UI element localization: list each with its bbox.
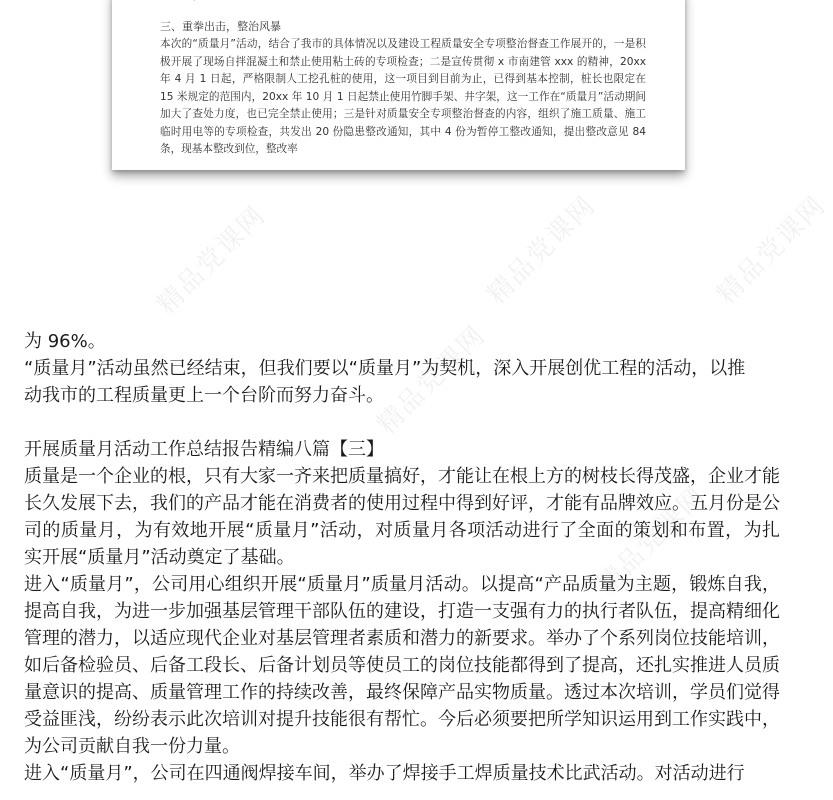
body-line: “质量月”活动虽然已经结束，但我们要以“质量月”为契机，深入开展创优工程的活动，以推 — [24, 358, 746, 379]
body-line: 动我市的工程质量更上一个台阶而努力奋斗。 — [24, 385, 384, 406]
watermark: 精品党课网 — [591, 480, 712, 601]
watermark: 精品党课网 — [481, 190, 602, 311]
body-paragraph: 进入“质量月”，公司用心组织开展“质量月”质量月活动。以提高“产品质量为主题，锻炼自我，提高自我，为进一步加强基层管理干部队伍的建设，打造一支强有力的执行者队伍，提高精细化管理的潜力，以适应现代企业对基层管理者素质和潜力的新要求。举办了个系列岗位技能培训，如后备检验员、后备工段长、后备计划员等使员工的岗位技能都得到了提高，还扎实推进人员质量意识的提高、质量管理工作的持续改善，最终保障产品实物质量。透过本次培训，学员们觉得受益匪浅，纷纷表示此次培训对提升技能很有帮忙。今后必须要把所学知识运用到工作实践中，为公司贡献自我一份力量。 — [24, 574, 780, 757]
document-preview-content — [160, 0, 646, 159]
document-body — [24, 328, 780, 787]
document-preview-card — [112, 0, 685, 170]
body-line: 为 96%。 — [24, 331, 106, 352]
card-top-line — [160, 0, 646, 4]
paragraph-gap — [24, 409, 780, 436]
watermark: 精品党课网 — [711, 190, 832, 311]
body-paragraph: 质量是一个企业的根，只有大家一齐来把质量搞好，才能让在根上方的树枝长得茂盛，企业才能长久发展下去，我们的产品才能在消费者的使用过程中得到好评，才能有品牌效应。五月份是公司的质量月，为有效地开展“质量月”活动，对质量月各项活动进行了全面的策划和布置，为扎实开展“质量月”活动奠定了基础。 — [24, 466, 780, 568]
watermark: 精品党课网 — [151, 200, 272, 321]
card-paragraph: 本次的“质量月”活动，结合了我市的具体情况以及建设工程质量安全专项整治督查工作展开的，一是积极开展了现场自拌混凝土和禁止使用粘土砖的专项检查；二是宣传贯彻 x 市南建管 xxx 的精神，20xx 年 4 月 1 日起，严格限制人工挖孔桩的使用，这一项目到目前为止，已得到基本控制，桩长也限定在 15 米规定的范围内，20xx 年 10 月 1 日起禁止使用竹脚手架、井字架，这一工作在“质量月”活动期间加大了查处力度，也已完全禁止使用；三是针对质量安全专项整治督查的内容，组织了施工质量、施工临时用电等的专项检查，共发出 20 份隐患整改通知，其中 4 份为暂停工整改通知，提出整改意见 84 条，现基本整改到位，整改率 — [160, 38, 646, 155]
section-title: 开展质量月活动工作总结报告精编八篇【三】 — [24, 439, 384, 460]
card-section-heading: 三、重拳出击，整治风暴 — [160, 20, 281, 33]
body-paragraph: 进入“质量月”，公司在四通阀焊接车间，举办了焊接手工焊质量技术比武活动。对活动进行 — [24, 763, 745, 784]
watermark: 精品党课网 — [371, 320, 492, 441]
